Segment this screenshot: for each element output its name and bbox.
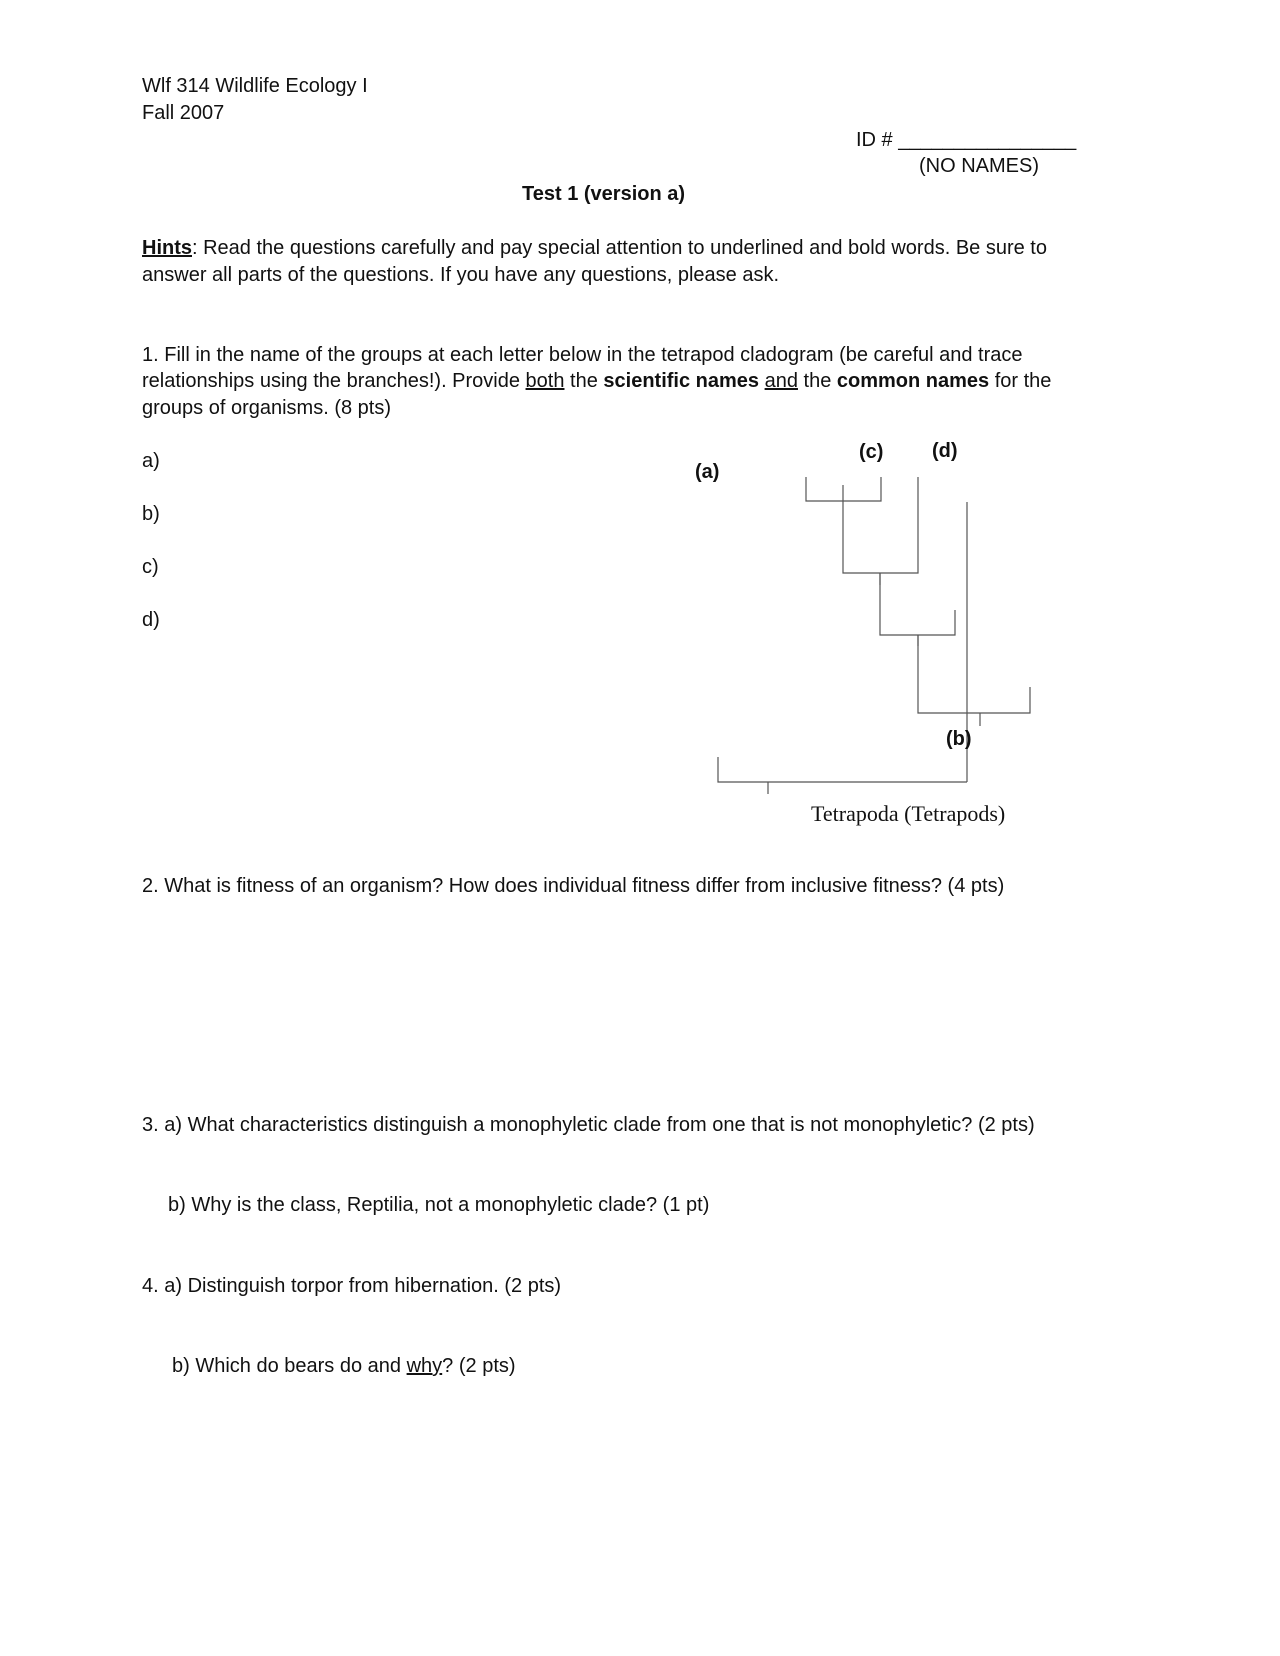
q1-both: both xyxy=(525,370,565,392)
q4-b-text: b) Which do bears do and xyxy=(172,1355,407,1377)
q1-text: relationships using the branches!). Provide xyxy=(142,370,526,392)
branch xyxy=(880,573,955,635)
no-names-note: (NO NAMES) xyxy=(919,155,1039,177)
hints-text: : Read the questions carefully and pay special attention to underlined and bold words. Be sure to xyxy=(192,237,1047,259)
cladogram-label-a: (a) xyxy=(695,461,720,483)
q1-line-1: 1. Fill in the name of the groups at each letter below in the tetrapod cladogram (be careful and trace xyxy=(142,344,1023,366)
q4-b-text: ? (2 pts) xyxy=(442,1355,516,1377)
branch xyxy=(718,757,967,782)
answer-b: b) xyxy=(142,503,160,525)
q3-b: b) Why is the class, Reptilia, not a monophyletic clade? (1 pt) xyxy=(168,1194,710,1216)
q1-line-3: groups of organisms. (8 pts) xyxy=(142,397,391,419)
q1-text: the xyxy=(797,370,837,392)
q3-a: 3. a) What characteristics distinguish a monophyletic clade from one that is not monophyletic? (2 pts) xyxy=(142,1114,1035,1136)
q1-common-names: common names xyxy=(836,370,990,392)
cladogram-label-b: (b) xyxy=(946,728,972,750)
cladogram-caption: Tetrapoda (Tetrapods) xyxy=(811,801,1006,826)
q2-text: 2. What is fitness of an organism? How does individual fitness differ from inclusive fitness? (4 pts) xyxy=(142,875,1005,897)
q4-b-why: why xyxy=(406,1355,443,1377)
hints-line-2: answer all parts of the questions. If you have any questions, please ask. xyxy=(142,264,780,286)
cladogram-label-d: (d) xyxy=(932,440,958,462)
course-title: Wlf 314 Wildlife Ecology I xyxy=(142,75,368,97)
q1-and: and xyxy=(764,370,798,392)
answer-d: d) xyxy=(142,609,160,631)
q4-b xyxy=(172,1352,516,1380)
page-title: Test 1 (version a) xyxy=(522,183,686,205)
q4-a: 4. a) Distinguish torpor from hibernation. (2 pts) xyxy=(142,1275,562,1297)
id-label: ID # xyxy=(856,129,893,151)
answer-a: a) xyxy=(142,450,160,472)
hints-label: Hints xyxy=(142,237,192,259)
answer-c: c) xyxy=(142,556,159,578)
id-blank: ________________ xyxy=(898,129,1077,151)
term: Fall 2007 xyxy=(142,102,225,124)
q1-text: the xyxy=(564,370,604,392)
q1-scientific-names: scientific names xyxy=(603,370,760,392)
cladogram-label-c: (c) xyxy=(859,441,884,463)
branch xyxy=(918,635,1030,713)
q1-text: for the xyxy=(989,370,1052,392)
